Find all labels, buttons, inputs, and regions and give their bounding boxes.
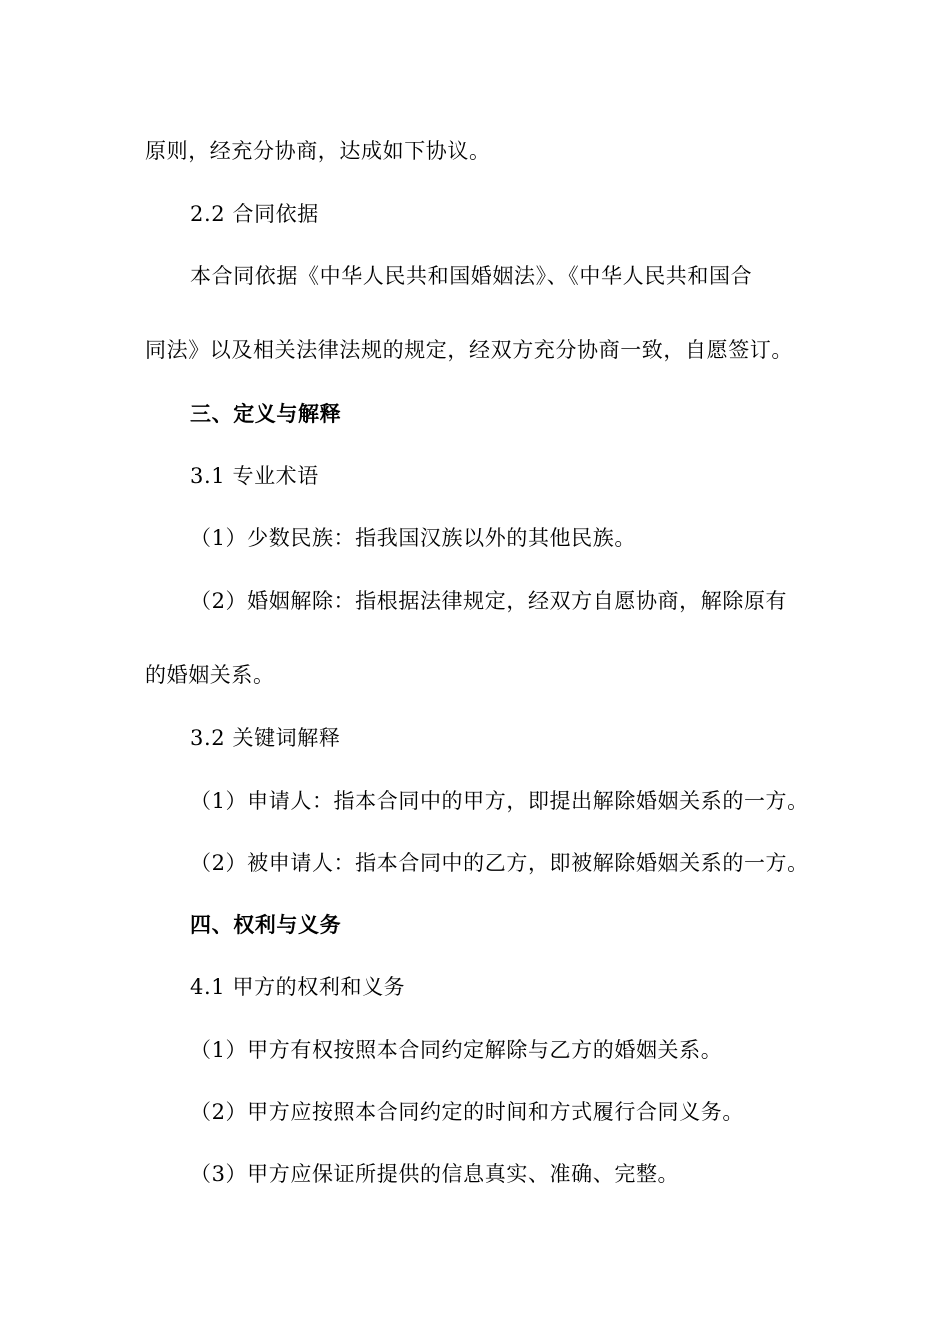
paragraph-line: 本合同依据《中华人民共和国婚姻法》、《中华人民共和国合 bbox=[190, 264, 753, 288]
paragraph-line: 同法》以及相关法律法规的规定，经双方充分协商一致，自愿签订。 bbox=[145, 338, 793, 362]
list-item: （2）被申请人：指本合同中的乙方，即被解除婚姻关系的一方。 bbox=[190, 851, 809, 875]
subsection-heading: 4.1 甲方的权利和义务 bbox=[190, 975, 406, 999]
subsection-heading: 3.1 专业术语 bbox=[190, 464, 319, 488]
paragraph-line: 的婚姻关系。 bbox=[145, 663, 275, 687]
list-item: （1）申请人：指本合同中的甲方，即提出解除婚姻关系的一方。 bbox=[190, 789, 809, 813]
subsection-heading: 3.2 关键词解释 bbox=[190, 726, 341, 750]
paragraph-line: 原则，经充分协商，达成如下协议。 bbox=[145, 139, 491, 163]
list-item: （3）甲方应保证所提供的信息真实、准确、完整。 bbox=[190, 1162, 680, 1186]
section-heading: 三、定义与解释 bbox=[190, 401, 342, 426]
list-item: （2）婚姻解除：指根据法律规定，经双方自愿协商，解除原有 bbox=[190, 589, 788, 613]
subsection-heading: 2.2 合同依据 bbox=[190, 202, 319, 226]
section-heading: 四、权利与义务 bbox=[190, 912, 342, 937]
list-item: （1）少数民族：指我国汉族以外的其他民族。 bbox=[190, 526, 636, 550]
list-item: （2）甲方应按照本合同约定的时间和方式履行合同义务。 bbox=[190, 1100, 744, 1124]
list-item: （1）甲方有权按照本合同约定解除与乙方的婚姻关系。 bbox=[190, 1038, 723, 1062]
